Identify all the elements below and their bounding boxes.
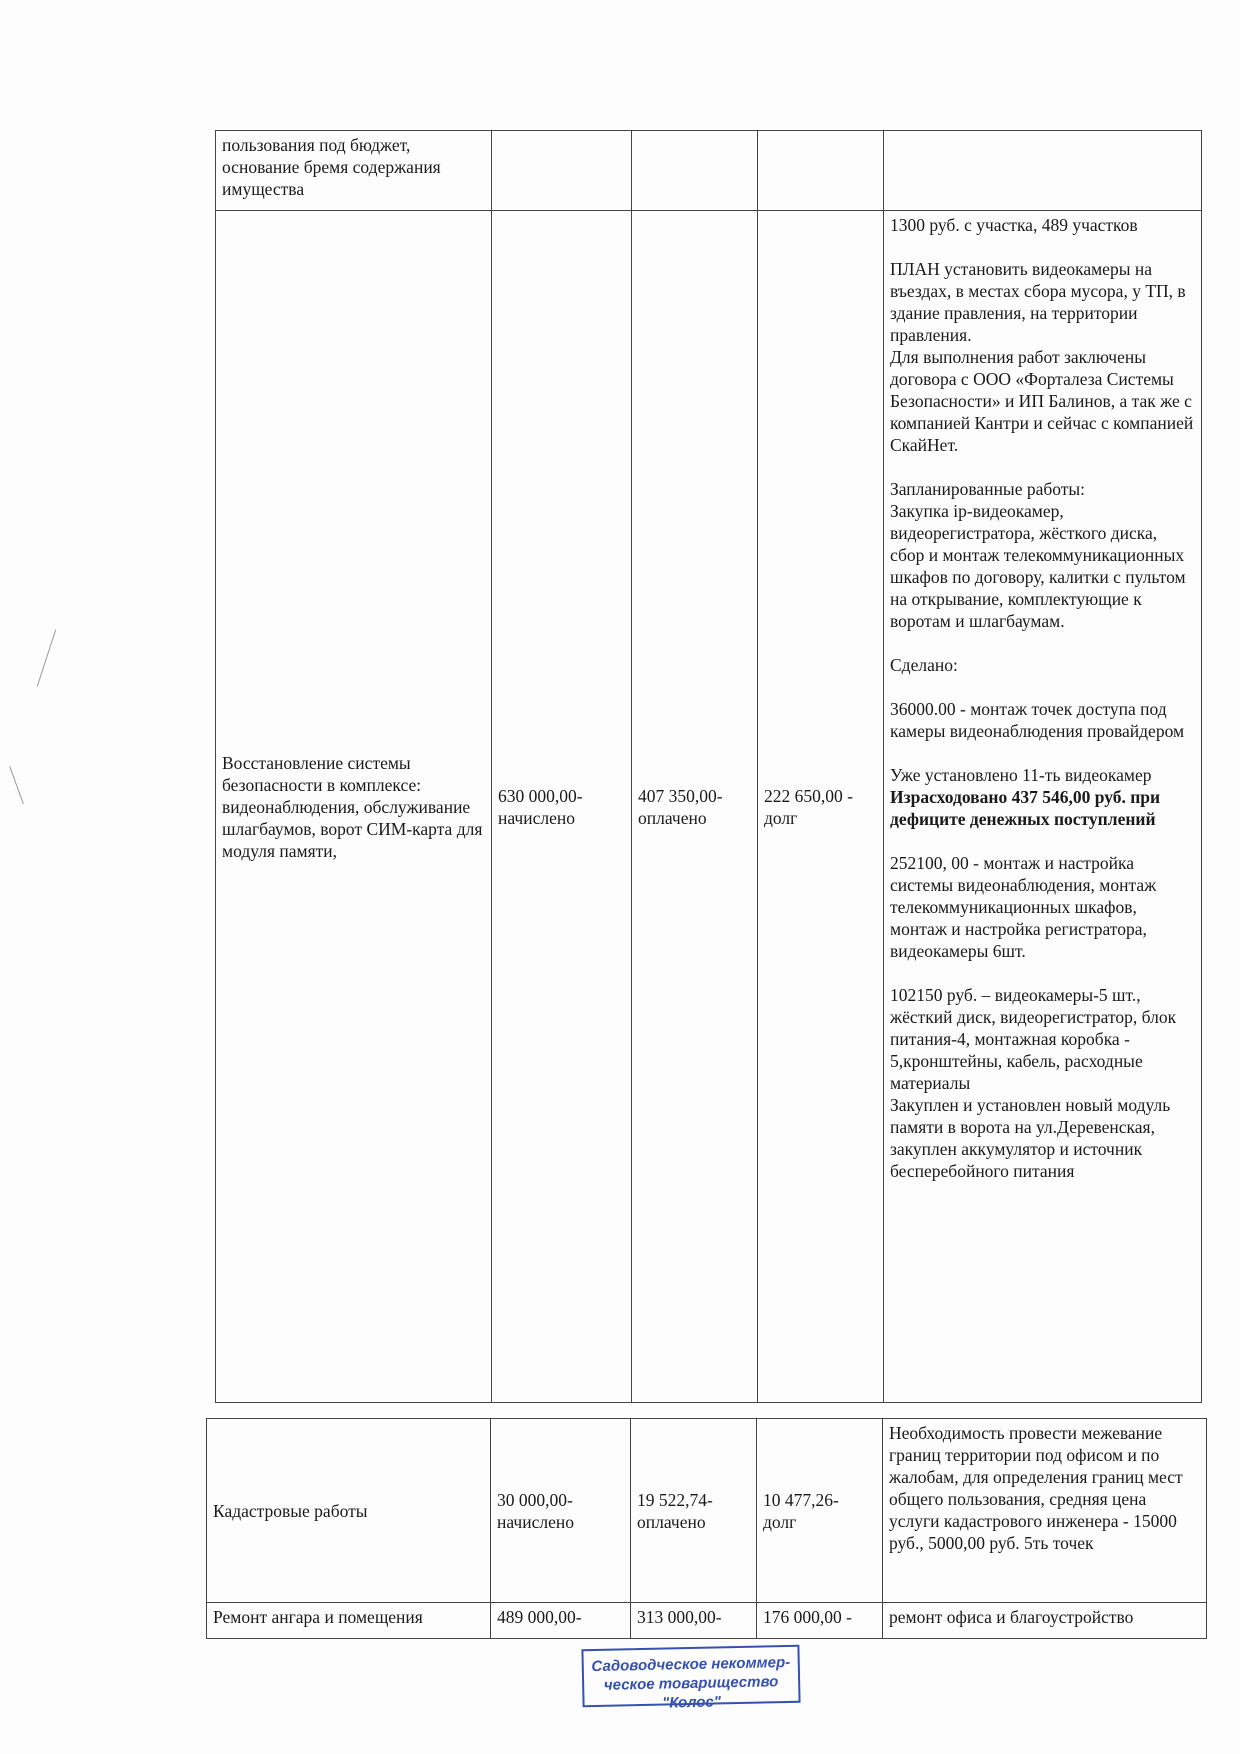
item-text: Ремонт ангара и помещения xyxy=(213,1607,423,1627)
note-paragraph: ремонт офиса и благоустройство xyxy=(889,1607,1134,1627)
note-paragraph: Необходимость провести межевание границ территории под офисом и по жалобам, для определения границ мест общего пользования, средняя цена услуги кадастрового инженера - 15000 руб., 5000,00 руб. 5ть точек xyxy=(889,1423,1183,1553)
item-cell xyxy=(207,1419,491,1603)
charged-value: 30 000,00- начислено xyxy=(497,1489,574,1532)
charged-value: 489 000,00- xyxy=(497,1607,582,1627)
note-paragraph: 252100, 00 - монтаж и настройка системы видеонаблюдения, монтаж телекоммуникационных шкафов, монтаж и настройка регистратора, видеокамеры 6шт. xyxy=(890,853,1157,961)
item-cell: пользования под бюджет, основание бремя содержания имущества xyxy=(216,131,492,211)
notes-cell xyxy=(883,1419,1207,1603)
paid-value: 19 522,74- оплачено xyxy=(637,1489,713,1532)
charged-cell xyxy=(492,131,632,211)
stamp-line: Садоводческое некоммер- xyxy=(591,1653,791,1676)
debt-cell xyxy=(758,211,884,1403)
paid-cell xyxy=(631,1603,757,1639)
item-text: Восстановление системы безопасности в комплексе: видеонаблюдения, обслуживание шлагбаумов, ворот СИМ-карта для модуля памяти, xyxy=(222,752,483,861)
notes-cell xyxy=(884,211,1202,1403)
charged-cell xyxy=(492,211,632,1403)
paid-value: 407 350,00- оплачено xyxy=(638,785,723,828)
note-paragraph: 1300 руб. с участка, 489 участков xyxy=(890,215,1138,235)
table-row xyxy=(216,211,1202,1403)
notes-cell xyxy=(883,1603,1207,1639)
note-paragraph: ПЛАН установить видеокамеры на въездах, в местах сбора мусора, у ТП, в здание правления, на территории правления. Для выполнения работ заключены договора с ООО «Форталеза Системы Безопасности» и ИП Балинов, а так же с компанией Кантри и сейчас с компанией СкайНет. xyxy=(890,259,1194,455)
charged-value: 630 000,00- начислено xyxy=(498,785,583,828)
scan-artifact xyxy=(9,766,24,804)
paid-cell xyxy=(632,131,758,211)
table-row xyxy=(207,1603,1207,1639)
charged-cell xyxy=(491,1603,631,1639)
paid-cell xyxy=(632,211,758,1403)
paid-cell xyxy=(631,1419,757,1603)
budget-table xyxy=(215,130,1202,1403)
note-paragraph: Сделано: xyxy=(890,655,958,675)
table-row xyxy=(207,1419,1207,1603)
debt-cell xyxy=(757,1419,883,1603)
debt-value: 222 650,00 - долг xyxy=(764,785,853,828)
item-cell xyxy=(216,211,492,1403)
paid-value: 313 000,00- xyxy=(637,1607,722,1627)
notes-cell xyxy=(884,131,1202,211)
organization-stamp xyxy=(581,1645,800,1712)
debt-value: 10 477,26- долг xyxy=(763,1489,839,1532)
note-paragraph: 102150 руб. – видеокамеры-5 шт., жёсткий диск, видеорегистратор, блок питания-4, монтажная коробка - 5,кронштейны, кабель, расходные материалы Закуплен и установлен новый модуль памяти в ворота на ул.Деревенская, закуплен аккумулятор и источник бесперебойного питания xyxy=(890,985,1177,1181)
charged-cell xyxy=(491,1419,631,1603)
note-paragraph: Запланированные работы: Закупка ip-видеокамер, видеорегистратора, жёсткого диска, сбор и монтаж телекоммуникационных шкафов по договору, калитки с пультом на открывание, комплектующие к воротам и шлагбаумам. xyxy=(890,479,1186,631)
note-paragraph: 36000.00 - монтаж точек доступа под камеры видеонаблюдения провайдером xyxy=(890,699,1185,741)
debt-cell xyxy=(758,131,884,211)
item-text: Кадастровые работы xyxy=(213,1500,368,1521)
budget-table-continued xyxy=(206,1418,1207,1639)
debt-value: 176 000,00 - xyxy=(763,1607,852,1627)
item-cell xyxy=(207,1603,491,1639)
scan-artifact xyxy=(37,629,56,686)
note-bold-paragraph: Израсходовано 437 546,00 руб. при дефиците денежных поступлений xyxy=(890,787,1161,829)
debt-cell xyxy=(757,1603,883,1639)
stamp-line: ческое товарищество "Колос" xyxy=(603,1673,779,1712)
note-paragraph: Уже установлено 11-ть видеокамер xyxy=(890,765,1152,785)
table-row xyxy=(216,131,1202,211)
